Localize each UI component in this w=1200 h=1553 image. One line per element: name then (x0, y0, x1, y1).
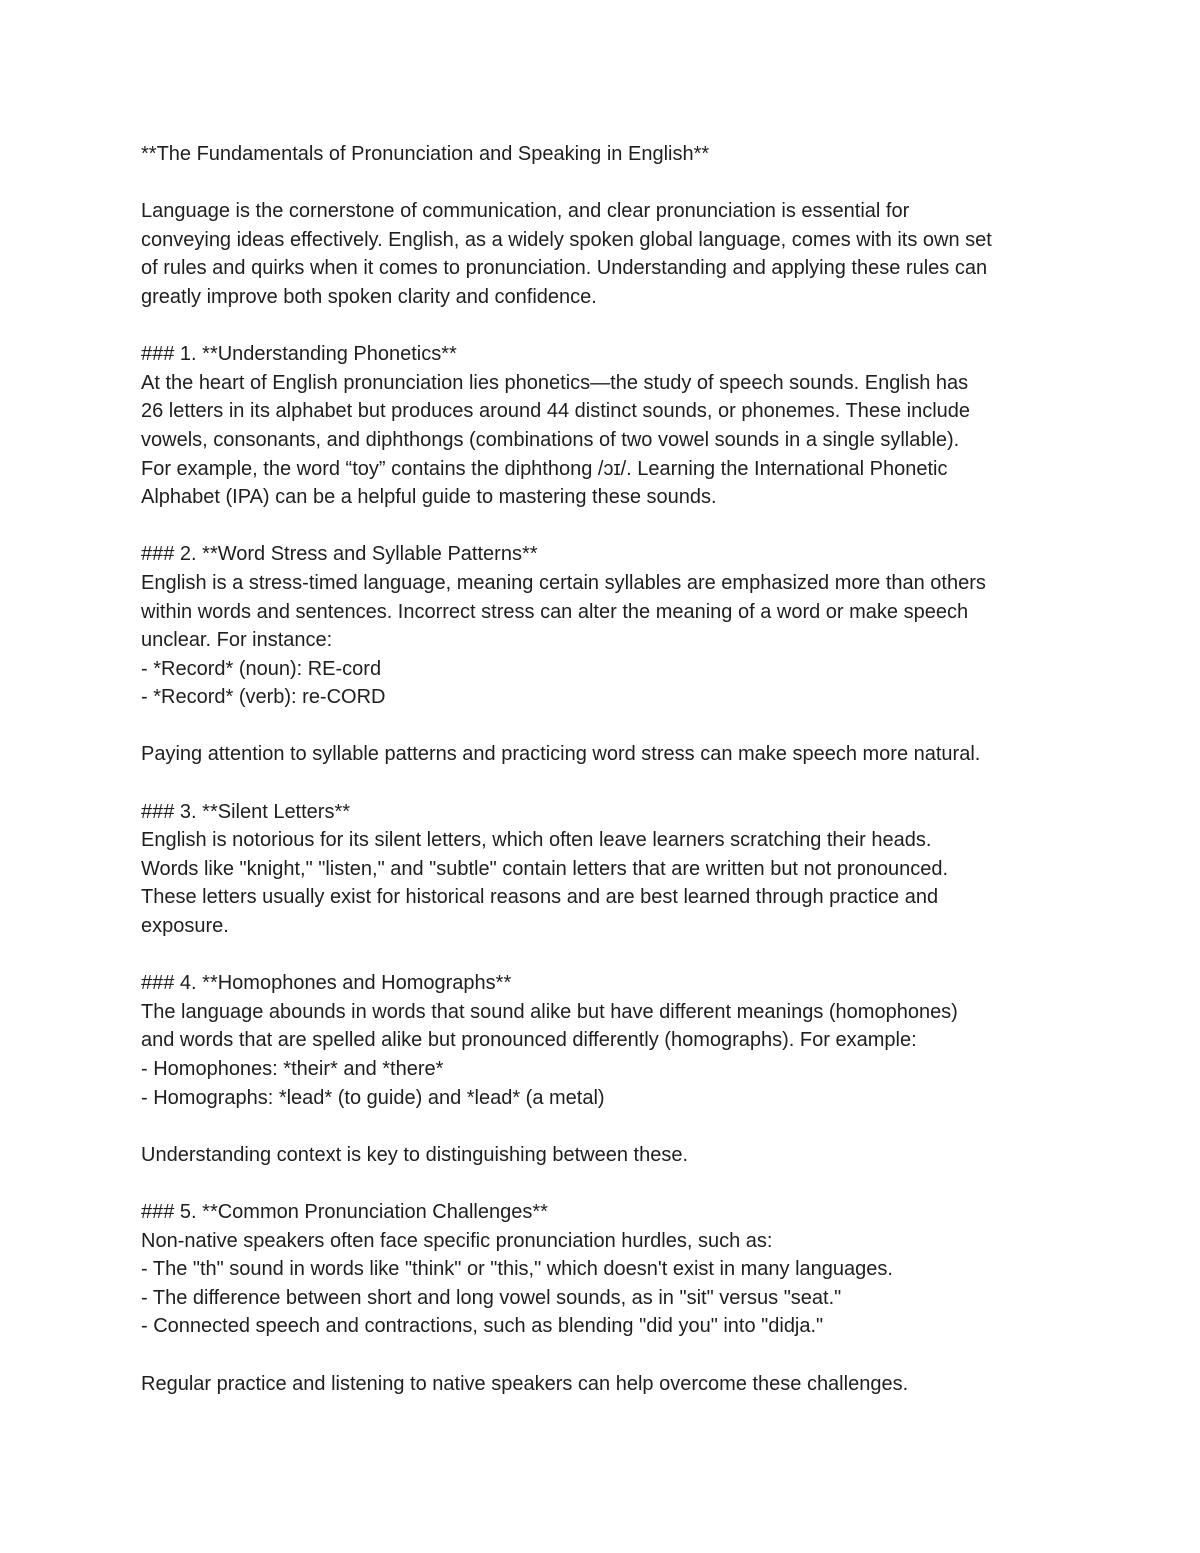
list-item: - Connected speech and contractions, such as blending "did you" into "didja." (141, 1315, 824, 1338)
list-item: - *Record* (verb): re-CORD (141, 686, 386, 709)
section-line: Non-native speakers often face specific pronunciation hurdles, such as: (141, 1229, 773, 1252)
intro-line: conveying ideas effectively. English, as a widely spoken global language, comes with its own set (141, 228, 992, 251)
intro-line: of rules and quirks when it comes to pronunciation. Understanding and applying these rules can (141, 257, 988, 280)
list-item: - *Record* (noun): RE-cord (141, 657, 382, 680)
section-closing: Understanding context is key to distinguishing between these. (141, 1143, 689, 1166)
section-line: Alphabet (IPA) can be a helpful guide to mastering these sounds. (141, 486, 717, 509)
document-body (141, 140, 1081, 1398)
paragraph-gap (141, 712, 1081, 741)
section-word-stress (141, 540, 1081, 769)
section-challenges (141, 1198, 1081, 1398)
paragraph-gap (141, 169, 1081, 198)
list-item: - The "th" sound in words like "think" or "this," which doesn't exist in many languages. (141, 1258, 893, 1281)
intro-paragraph (141, 197, 1081, 311)
list-item: - Homophones: *their* and *there* (141, 1058, 444, 1080)
section-heading: ### 5. **Common Pronunciation Challenges** (141, 1200, 548, 1223)
section-line: Words like "knight," "listen," and "subtle" contain letters that are written but not pronounced. (141, 857, 949, 880)
paragraph-gap (141, 1169, 1081, 1198)
section-line: exposure. (141, 915, 229, 938)
section-closing: Regular practice and listening to native speakers can help overcome these challenges. (141, 1372, 909, 1395)
paragraph-gap (141, 312, 1081, 341)
section-line: unclear. For instance: (141, 629, 333, 652)
list-item: - The difference between short and long vowel sounds, as in "sit" versus "seat." (141, 1286, 842, 1309)
intro-line: greatly improve both spoken clarity and confidence. (141, 285, 597, 308)
section-line: English is notorious for its silent letters, which often leave learners scratching their heads. (141, 829, 932, 852)
section-line: and words that are spelled alike but pronounced differently (homographs). For example: (141, 1029, 917, 1052)
section-homophones (141, 969, 1081, 1169)
section-phonetics (141, 340, 1081, 512)
section-heading: ### 1. **Understanding Phonetics** (141, 343, 457, 366)
section-line: vowels, consonants, and diphthongs (combinations of two vowel sounds in a single syllable). (141, 428, 960, 451)
section-line: The language abounds in words that sound alike but have different meanings (homophones) (141, 1000, 958, 1023)
section-heading: ### 3. **Silent Letters** (141, 800, 351, 823)
section-line: within words and sentences. Incorrect stress can alter the meaning of a word or make speech (141, 600, 969, 623)
section-heading: ### 2. **Word Stress and Syllable Patterns** (141, 543, 538, 566)
section-silent-letters (141, 798, 1081, 941)
section-line: These letters usually exist for historical reasons and are best learned through practice and (141, 886, 939, 909)
section-heading: ### 4. **Homophones and Homographs** (141, 972, 512, 995)
document-title: **The Fundamentals of Pronunciation and Speaking in English** (141, 143, 710, 165)
section-line: For example, the word “toy” contains the diphthong /ɔɪ/. Learning the International Phonetic (141, 457, 948, 480)
paragraph-gap (141, 512, 1081, 541)
paragraph-gap (141, 941, 1081, 970)
paragraph-gap (141, 769, 1081, 798)
paragraph-gap (141, 1112, 1081, 1141)
section-line: English is a stress-timed language, meaning certain syllables are emphasized more than others (141, 571, 986, 594)
section-line: At the heart of English pronunciation lies phonetics—the study of speech sounds. English has (141, 371, 969, 394)
intro-line: Language is the cornerstone of communication, and clear pronunciation is essential for (141, 200, 910, 223)
paragraph-gap (141, 1341, 1081, 1370)
section-closing: Paying attention to syllable patterns and practicing word stress can make speech more natural. (141, 743, 981, 766)
section-line: 26 letters in its alphabet but produces around 44 distinct sounds, or phonemes. These include (141, 400, 971, 423)
list-item: - Homographs: *lead* (to guide) and *lead* (a metal) (141, 1086, 605, 1109)
